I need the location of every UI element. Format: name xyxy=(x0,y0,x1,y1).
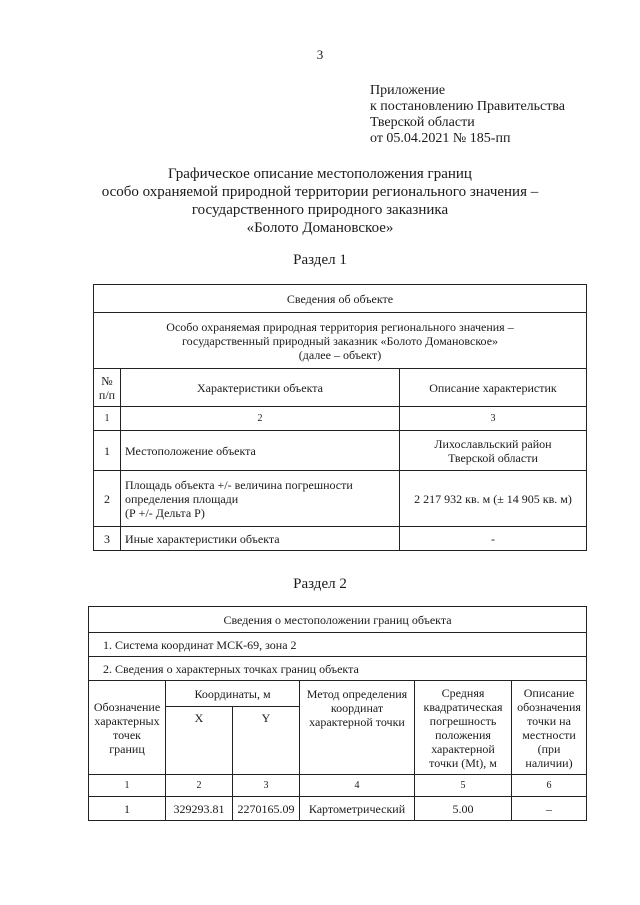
object-info-table xyxy=(93,284,587,551)
header-line: местности xyxy=(522,727,576,742)
point-error: 5.00 xyxy=(415,797,512,821)
header-line: положения xyxy=(435,727,491,742)
header-line: координат xyxy=(330,701,384,715)
index-cell: 6 xyxy=(512,775,587,797)
header-num-line: п/п xyxy=(98,387,116,402)
header-error xyxy=(415,681,512,775)
header-line: Средняя xyxy=(441,685,485,700)
header-line: погрешность xyxy=(429,713,497,728)
header-line: точки (Mt), м xyxy=(429,755,497,770)
row-number: 1 xyxy=(94,431,121,471)
points-title: 2. Сведения о характерных точках границ объекта xyxy=(89,657,587,681)
object-line: Особо охраняемая природная территория регионального значения – xyxy=(166,319,514,334)
header-line: Обозначение xyxy=(93,699,161,714)
section2-heading: Раздел 2 xyxy=(293,576,347,592)
row-characteristic: Местоположение объекта xyxy=(121,431,400,471)
section1-heading: Раздел 1 xyxy=(293,252,347,268)
header-point-description xyxy=(512,681,587,775)
boundary-table xyxy=(88,606,587,821)
annex-line: от 05.04.2021 № 185-пп xyxy=(370,131,511,146)
index-cell: 1 xyxy=(89,775,166,797)
boundary-table-title: Сведения о местоположении границ объекта xyxy=(89,607,587,633)
index-cell: 3 xyxy=(400,407,587,431)
row-characteristic xyxy=(121,471,400,527)
header-line: точек xyxy=(113,727,141,742)
title-line: Графическое описание местоположения границ xyxy=(168,166,472,182)
header-line: характерных xyxy=(94,713,160,728)
title-line: «Болото Домановское» xyxy=(246,220,394,236)
header-line: границ xyxy=(109,741,145,756)
index-cell: 5 xyxy=(415,775,512,797)
header-description: Описание характеристик xyxy=(400,369,587,407)
header-coordinates: Координаты, м xyxy=(166,681,300,707)
coordinate-system: 1. Система координат МСК-69, зона 2 xyxy=(89,633,587,657)
char-line: определения площади xyxy=(125,491,239,506)
header-method xyxy=(300,681,415,775)
header-line: характерной точки xyxy=(309,715,405,729)
annex-block xyxy=(370,83,565,147)
index-cell: 2 xyxy=(166,775,233,797)
point-id: 1 xyxy=(89,797,166,821)
header-line: характерной xyxy=(431,741,495,756)
object-table-title: Сведения об объекте xyxy=(94,285,587,313)
title-line: особо охраняемой природной территории регионального значения – xyxy=(101,184,539,200)
annex-line: Тверской области xyxy=(370,115,475,130)
header-line: точки на xyxy=(527,713,571,728)
row-description: 2 217 932 кв. м (± 14 905 кв. м) xyxy=(400,471,587,527)
header-line: (при xyxy=(537,741,561,756)
index-cell: 4 xyxy=(300,775,415,797)
header-line: квадратическая xyxy=(423,699,503,714)
annex-line: Приложение xyxy=(370,83,446,98)
row-description xyxy=(400,431,587,471)
header-num-line: № xyxy=(101,373,113,388)
header-line: Описание xyxy=(523,685,575,700)
header-point xyxy=(89,681,166,775)
header-line: наличии) xyxy=(525,755,573,770)
desc-line: Лихославльский район xyxy=(434,436,552,451)
desc-line: Тверской области xyxy=(448,450,538,465)
row-number: 2 xyxy=(94,471,121,527)
row-characteristic: Иные характеристики объекта xyxy=(121,527,400,551)
header-line: обозначения xyxy=(517,699,581,714)
object-line: (далее – объект) xyxy=(298,347,382,362)
annex-line: к постановлению Правительства xyxy=(370,99,566,114)
char-line: (Р +/- Дельта Р) xyxy=(125,505,205,520)
object-name-cell xyxy=(94,313,587,369)
title-line: государственного природного заказника xyxy=(191,202,449,218)
row-description: - xyxy=(400,527,587,551)
header-num xyxy=(94,369,121,407)
row-number: 3 xyxy=(94,527,121,551)
index-cell: 2 xyxy=(121,407,400,431)
object-line: государственный природный заказник «Болото Домановское» xyxy=(181,333,499,348)
point-y: 2270165.09 xyxy=(233,797,300,821)
header-line: Метод определения xyxy=(306,687,408,701)
point-method: Картометрический xyxy=(300,797,415,821)
header-x: X xyxy=(166,707,233,775)
index-cell: 1 xyxy=(94,407,121,431)
page-number: 3 xyxy=(316,47,324,62)
index-cell: 3 xyxy=(233,775,300,797)
point-x: 329293.81 xyxy=(166,797,233,821)
header-y: Y xyxy=(233,707,300,775)
char-line: Площадь объекта +/- величина погрешности xyxy=(125,477,353,492)
header-characteristics: Характеристики объекта xyxy=(121,369,400,407)
document-title xyxy=(60,165,580,237)
point-description: – xyxy=(512,797,587,821)
